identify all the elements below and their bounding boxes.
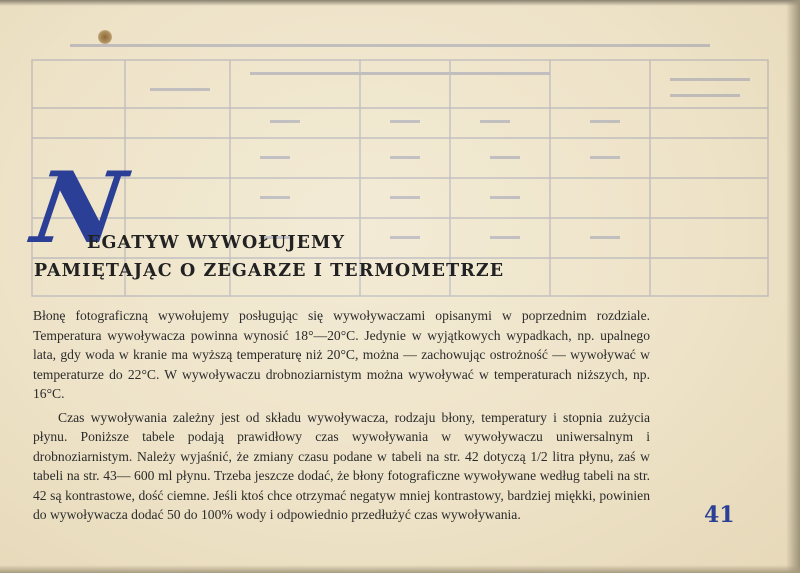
page-number: 41	[704, 502, 735, 528]
chapter-title	[34, 229, 634, 285]
page-edge-shadow-bottom	[0, 565, 800, 573]
page-edge-shadow-right	[786, 0, 800, 573]
chapter-title-line-2: PAMIĘTAJĄC O ZEGARZE I TERMOMETRZE	[34, 261, 505, 281]
paragraph-1: Błonę fotograficzną wywołujemy posługując się wywoływaczami opisanymi w poprzednim rozdziale. Temperatura wywoływacza powinna wynosić 18°—20°C. Jedynie w wyjątkowych wypadkach, np. upalnego lata, gdy woda w kranie ma wyższą temperaturę niż 20°C, można — zachowując ostrożność — wywoływać w temperaturze do 22°C. W wywoływaczu drobnoziarnistym można wywoływać w temperaturach niższych, np. 16°C.	[33, 308, 650, 401]
chapter-title-line-1: EGATYW WYWOŁUJEMY	[87, 233, 346, 253]
ink-stain	[98, 30, 112, 44]
page-edge-shadow-top	[0, 0, 800, 6]
body-text	[33, 306, 650, 525]
drop-cap: N	[25, 151, 132, 266]
paragraph-2: Czas wywoływania zależny jest od składu wywoływacza, rodzaju błony, temperatury i stopnia zużycia płynu. Poniższe tabele podają prawidłowy czas wywoływania w wywoływaczu uniwersalnym i drobnoziarnistym. Należy wyjaśnić, że zmiany czasu podane w tabeli na str. 42 dotyczą 1/2 litra płynu, zaś w tabeli na str. 43— 600 ml płynu. Trzeba jeszcze dodać, że błony fotograficzne wywoływane według tabeli na str. 42 są kontrastowe, dość ciemne. Jeśli ktoś chce otrzymać negatyw mniej kontrastowy, bardziej miękki, powinien do wywoływacza dodać 50 do 100% wody i odpowiednio przedłużyć czas wywoływania.	[33, 409, 650, 522]
